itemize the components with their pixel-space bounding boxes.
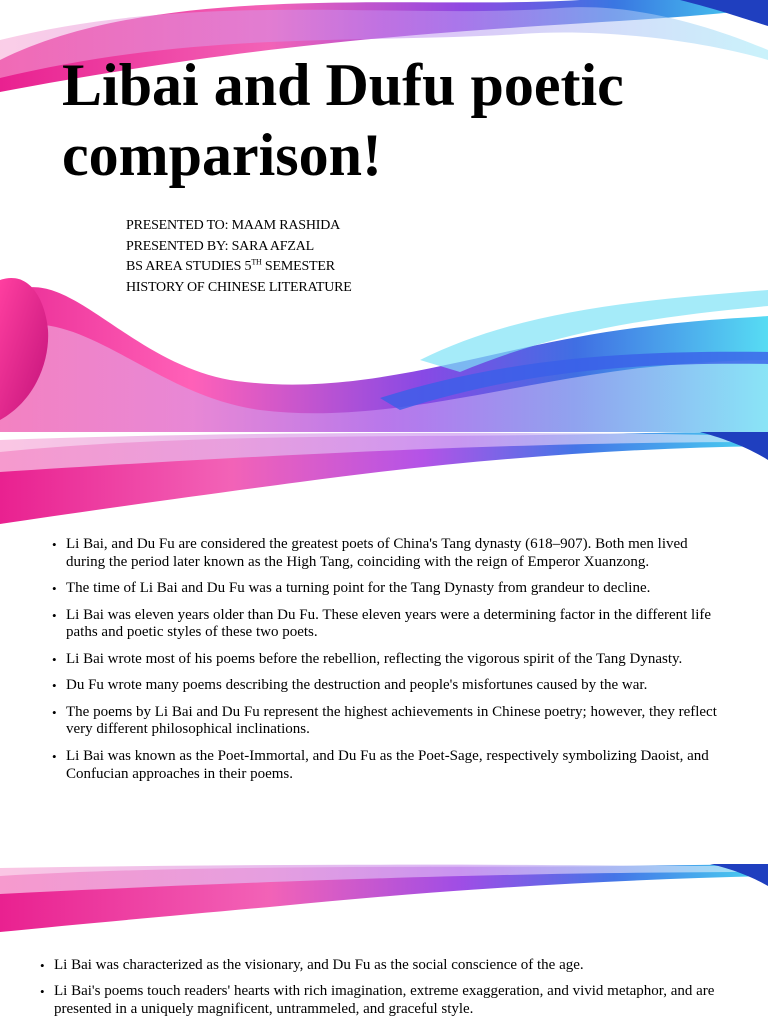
bullet-icon: • bbox=[52, 581, 57, 597]
list-item: • Li Bai was characterized as the visionary, and Du Fu as the social conscience of the age. bbox=[40, 957, 584, 973]
course-name: HISTORY OF CHINESE LITERATURE bbox=[126, 280, 352, 296]
list-item: • Li Bai was eleven years older than Du Fu. These eleven years were a determining factor in the different life paths and poetic styles of these two poets. bbox=[52, 606, 712, 641]
title-slide bbox=[0, 0, 768, 432]
slide-title bbox=[62, 50, 752, 190]
list-item: • Li Bai wrote most of his poems before the rebellion, reflecting the vigorous spirit of the Tang Dynasty. bbox=[52, 650, 683, 667]
presentation-details bbox=[126, 216, 352, 299]
list-item: • Du Fu wrote many poems describing the destruction and people's misfortunes caused by the war. bbox=[52, 677, 648, 694]
comparison-bullet-list bbox=[40, 957, 740, 1028]
bullet-icon: • bbox=[52, 607, 57, 623]
title-line-2: comparison! bbox=[62, 122, 382, 188]
bullet-icon: • bbox=[52, 537, 57, 552]
list-item: • Li Bai was known as the Poet-Immortal, and Du Fu as the Poet-Sage, respectively symbolizing Daoist, and Confucian approaches in their poems. bbox=[52, 747, 709, 782]
program-line bbox=[126, 257, 352, 278]
bullet-icon: • bbox=[52, 651, 57, 667]
title-line-1: Libai and Dufu poetic bbox=[62, 52, 624, 118]
program-suffix: SEMESTER bbox=[261, 259, 335, 275]
bullet-icon: • bbox=[52, 748, 57, 764]
program-prefix: BS AREA STUDIES 5 bbox=[126, 259, 252, 275]
list-item: • The time of Li Bai and Du Fu was a turning point for the Tang Dynasty from grandeur to decline. bbox=[52, 580, 651, 597]
swoosh-decoration-header bbox=[0, 864, 768, 954]
background-bullet-list bbox=[52, 536, 724, 792]
bullet-icon: • bbox=[52, 704, 57, 720]
bullet-icon: • bbox=[40, 984, 45, 1000]
presented-by: PRESENTED BY: SARA AFZAL bbox=[126, 238, 315, 254]
presented-to: PRESENTED TO: MAAM RASHIDA bbox=[126, 218, 341, 233]
program-ordinal: TH bbox=[251, 257, 262, 267]
bullet-icon: • bbox=[52, 678, 57, 694]
bullet-icon: • bbox=[40, 958, 45, 973]
swoosh-decoration-header bbox=[0, 432, 768, 542]
list-item: • Li Bai's poems touch readers' hearts with rich imagination, extreme exaggeration, and vivid metaphor, and are presented in a uniquely magnificent, untrammeled, and graceful style. bbox=[40, 983, 715, 1018]
list-item: • The poems by Li Bai and Du Fu represent the highest achievements in Chinese poetry; however, they reflect very different philosophical inclinations. bbox=[52, 703, 717, 738]
list-item: • Li Bai, and Du Fu are considered the greatest poets of China's Tang dynasty (618–907). Both men lived during the period later known as the High Tang, coinciding with the reign of Emperor Xuanzong. bbox=[52, 536, 688, 570]
